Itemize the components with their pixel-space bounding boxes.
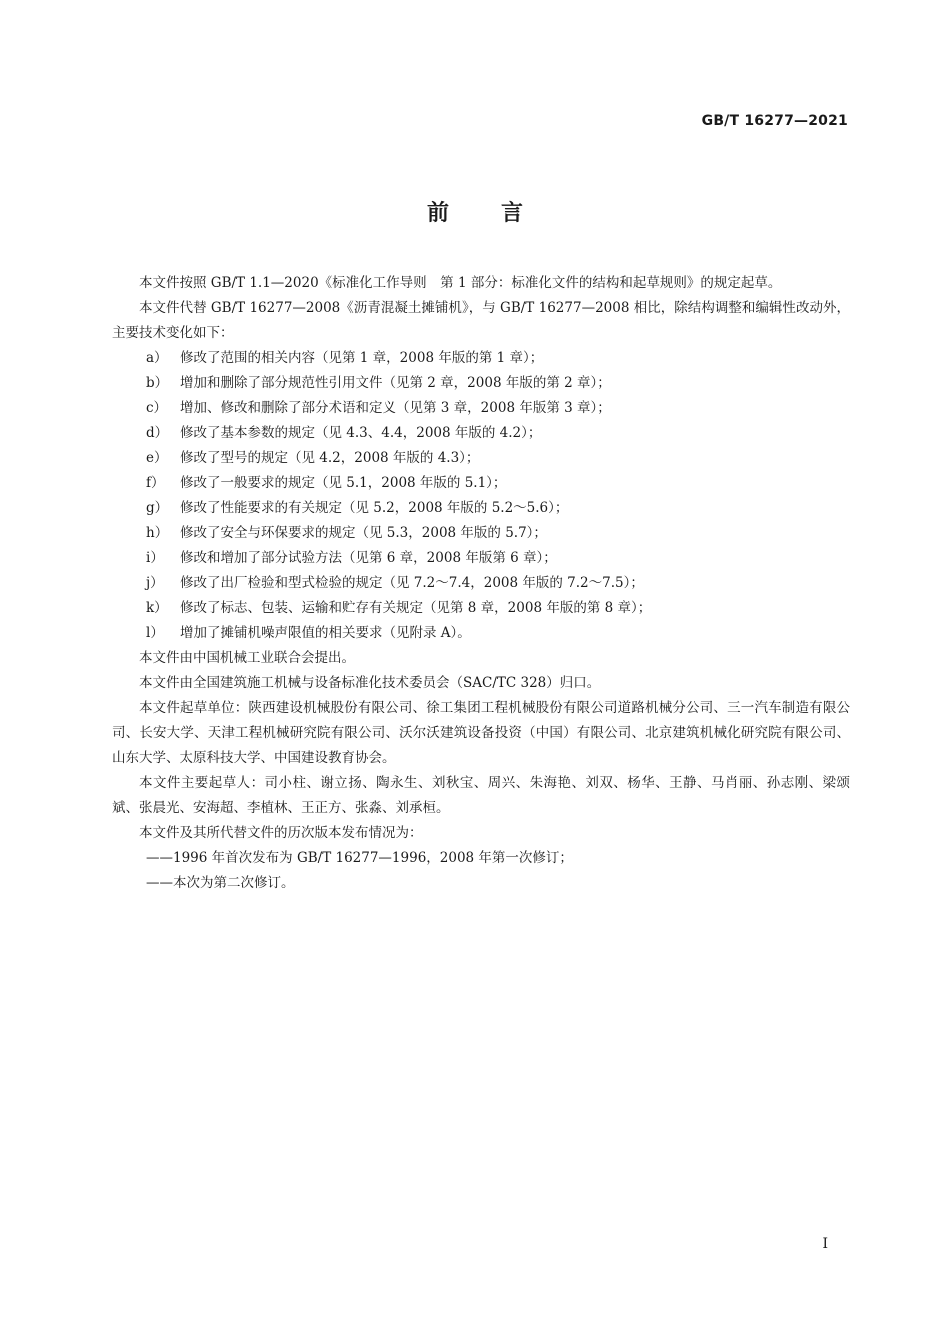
- list-item: b） 增加和删除了部分规范性引用文件（见第 2 章，2008 年版的第 2 章）；: [146, 375, 611, 391]
- list-item: h） 修改了安全与环保要求的规定（见 5.3，2008 年版的 5.7）；: [146, 525, 547, 541]
- paragraph-history-intro: 本文件及其所代替文件的历次版本发布情况为：: [139, 825, 423, 841]
- paragraph-drafting-rules: 本文件按照 GB/T 1.1—2020《标准化工作导则 第 1 部分：标准化文件的结构和起草规则》的规定起草。: [139, 275, 782, 291]
- page-number: I: [822, 1236, 828, 1252]
- paragraph-replaces: 本文件代替 GB/T 16277—2008《沥青混凝土摊铺机》，与 GB/T 16277—2008 相比，除结构调整和编辑性改动外，主要技术变化如下：: [112, 300, 850, 341]
- history-list: [112, 846, 850, 896]
- paragraph-proposer: 本文件由中国机械工业联合会提出。: [139, 650, 355, 666]
- list-item: j） 修改了出厂检验和型式检验的规定（见 7.2～7.4，2008 年版的 7.2～7.5）；: [146, 575, 644, 591]
- title-char-2: 言: [501, 201, 524, 226]
- list-item: g） 修改了性能要求的有关规定（见 5.2，2008 年版的 5.2～5.6）；: [146, 500, 569, 516]
- changes-list: [112, 346, 850, 646]
- list-item: e） 修改了型号的规定（见 4.2，2008 年版的 4.3）；: [146, 450, 480, 466]
- list-item: a） 修改了范围的相关内容（见第 1 章，2008 年版的第 1 章）；: [146, 350, 544, 366]
- history-item: ——本次为第二次修订。: [146, 875, 295, 891]
- history-item: ——1996 年首次发布为 GB/T 16277—1996，2008 年第一次修订；: [146, 850, 573, 866]
- list-item: k） 修改了标志、包装、运输和贮存有关规定（见第 8 章，2008 年版的第 8 章）；: [146, 600, 652, 616]
- list-item: l） 增加了摊铺机噪声限值的相关要求（见附录 A）。: [146, 625, 471, 641]
- paragraph-committee: 本文件由全国建筑施工机械与设备标准化技术委员会（SAC/TC 328）归口。: [139, 675, 601, 691]
- document-body: [112, 271, 850, 896]
- paragraph-drafters: 本文件主要起草人：司小柱、谢立扬、陶永生、刘秋宝、周兴、朱海艳、刘双、杨华、王静、马肖丽、孙志刚、梁颂斌、张晨光、安海超、李植林、王正方、张淼、刘承桓。: [112, 775, 850, 816]
- title-char-1: 前: [426, 201, 449, 226]
- list-item: i） 修改和增加了部分试验方法（见第 6 章，2008 年版第 6 章）；: [146, 550, 557, 566]
- list-item: c） 增加、修改和删除了部分术语和定义（见第 3 章，2008 年版第 3 章）；: [146, 400, 611, 416]
- list-item: f） 修改了一般要求的规定（见 5.1，2008 年版的 5.1）；: [146, 475, 507, 491]
- list-item: d） 修改了基本参数的规定（见 4.3、4.4，2008 年版的 4.2）；: [146, 425, 542, 441]
- page-title: [0, 196, 950, 227]
- standard-number: GB/T 16277—2021: [701, 113, 848, 129]
- paragraph-drafting-units: 本文件起草单位：陕西建设机械股份有限公司、徐工集团工程机械股份有限公司道路机械分公司、三一汽车制造有限公司、长安大学、天津工程机械研究院有限公司、沃尔沃建筑设备投资（中国）有限公司、北京建筑机械化研究院有限公司、山东大学、太原科技大学、中国建设教育协会。: [112, 700, 850, 766]
